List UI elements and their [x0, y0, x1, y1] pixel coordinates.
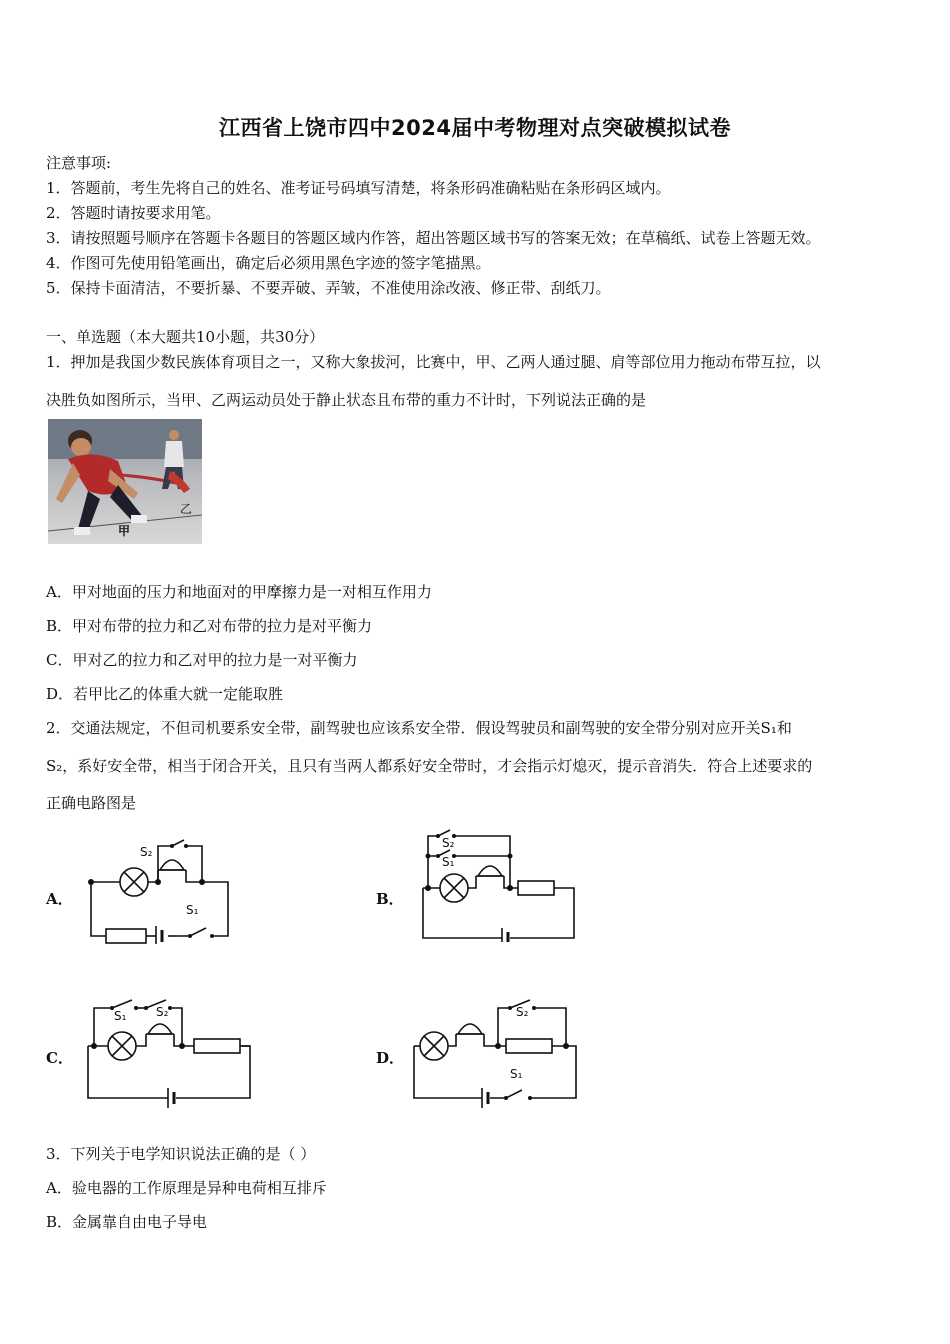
q1-stem-line1: 1．押加是我国少数民族体育项目之一，又称大象拔河，比赛中，甲、乙两人通过腿、肩等部位用力拖动布带互拉，以	[46, 353, 821, 371]
q1-option-a: A．甲对地面的压力和地面对的甲摩擦力是一对相互作用力	[46, 583, 432, 601]
notice-item: 5．保持卡面清洁，不要折暴、不要弄破、弄皱，不准使用涂改液、修正带、刮纸刀。	[46, 279, 611, 297]
q2-stem-line2: S₂，系好安全带，相当于闭合开关，且只有当两人都系好安全带时，才会指示灯熄灭，提示音消失．符合上述要求的	[46, 757, 813, 775]
notice-item: 4．作图可先使用铅笔画出，确定后必须用黑色字迹的签字笔描黑。	[46, 254, 491, 272]
circuit-d-label: D．	[376, 1049, 405, 1067]
section-heading: 一、单选题（本大题共10小题，共30分）	[46, 328, 325, 346]
circuit-diagram-c	[84, 994, 256, 1110]
q1-option-d: D．若甲比乙的体重大就一定能取胜	[46, 685, 284, 703]
circuit-b-s1: S₁	[442, 855, 455, 869]
q1-stem-line2: 决胜负如图所示，当甲、乙两运动员处于静止状态且布带的重力不计时，下列说法正确的是	[46, 391, 647, 409]
q1-option-b: B．甲对布带的拉力和乙对布带的拉力是对平衡力	[46, 617, 373, 635]
notice-item: 1．答题前，考生先将自己的姓名、准考证号码填写清楚，将条形码准确粘贴在条形码区域内。	[46, 179, 671, 197]
circuit-diagram-b	[418, 826, 578, 942]
q3-option-b: B．金属靠自由电子导电	[46, 1213, 208, 1231]
photo-label-yi: 乙	[180, 502, 193, 516]
page-title: 江西省上饶市四中2024届中考物理对点突破模拟试卷	[219, 116, 731, 140]
q2-stem-line1: 2．交通法规定，不但司机要系安全带，副驾驶也应该系安全带．假设驾驶员和副驾驶的安全带分别对应开关S₁和	[46, 719, 792, 737]
circuit-diagram-a	[86, 832, 236, 944]
circuit-a-label: A．	[46, 890, 73, 908]
notice-item: 2．答题时请按要求用笔。	[46, 204, 221, 222]
q1-option-c: C．甲对乙的拉力和乙对甲的拉力是一对平衡力	[46, 651, 358, 669]
circuit-a-s1: S₁	[186, 903, 199, 917]
circuit-b-s2: S₂	[442, 836, 455, 850]
notice-item: 3．请按照题号顺序在答题卡各题目的答题区域内作答，超出答题区域书写的答案无效；在草稿纸、试卷上答题无效。	[46, 229, 821, 247]
q3-stem: 3．下列关于电学知识说法正确的是（ ）	[46, 1145, 316, 1163]
tug-of-war-photo	[48, 419, 202, 544]
q2-stem-line3: 正确电路图是	[46, 794, 137, 812]
circuit-a-s2: S₂	[140, 845, 153, 859]
photo-label-jia: 甲	[118, 524, 131, 538]
circuit-b-label: B．	[376, 890, 404, 908]
circuit-c-s2: S₂	[156, 1005, 169, 1019]
circuit-c-label: C．	[46, 1049, 73, 1067]
q3-option-a: A．验电器的工作原理是异种电荷相互排斥	[46, 1179, 327, 1197]
circuit-diagram-d	[410, 994, 582, 1110]
notice-heading: 注意事项:	[46, 154, 112, 172]
circuit-c-s1: S₁	[114, 1009, 127, 1023]
circuit-d-s2: S₂	[516, 1005, 529, 1019]
circuit-d-s1: S₁	[510, 1067, 523, 1081]
